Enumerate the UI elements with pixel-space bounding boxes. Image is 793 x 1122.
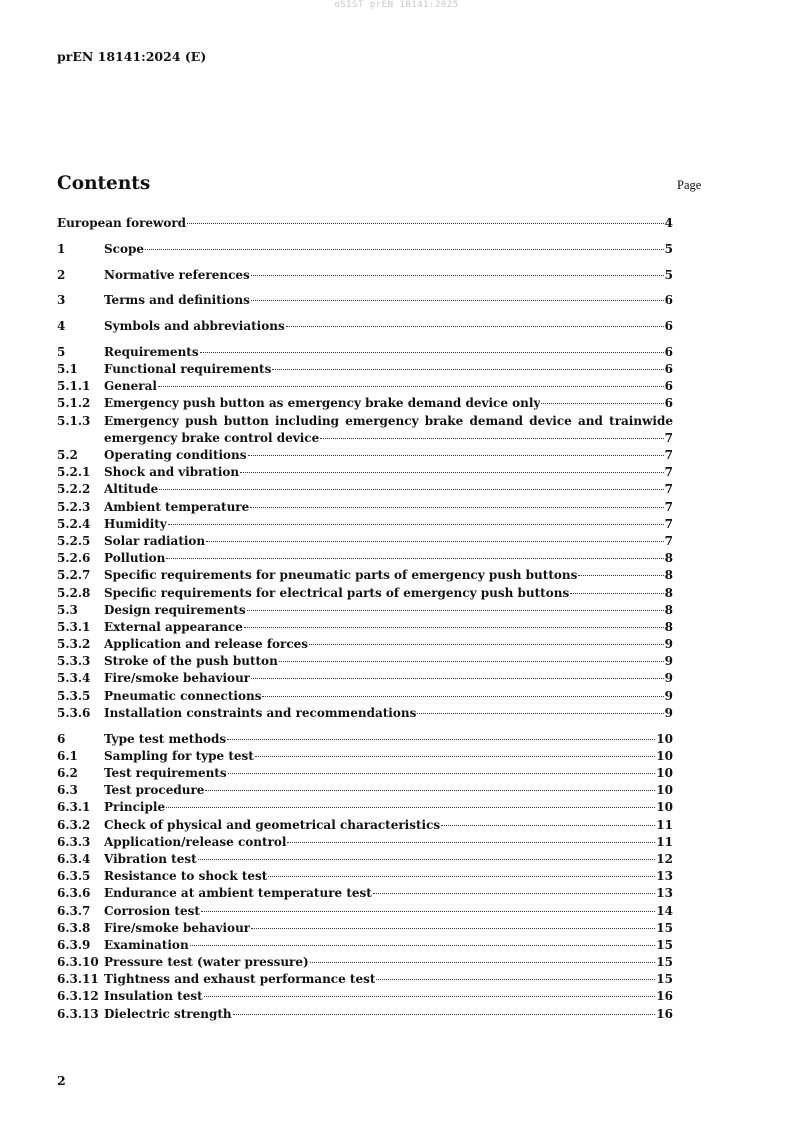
toc-entry-title: Principle [104, 800, 166, 815]
toc-entry[interactable] [57, 886, 673, 903]
toc-entry[interactable] [57, 396, 673, 413]
page-column-label: Page [677, 178, 702, 192]
toc-dot-leader [206, 541, 663, 542]
toc-entry[interactable] [57, 732, 673, 749]
toc-entry-title: Resistance to shock test [104, 869, 268, 884]
toc-entry-page: 11 [656, 817, 673, 832]
toc-entry-title: Type test methods [104, 731, 227, 746]
toc-entry[interactable] [57, 654, 673, 671]
toc-entry-number: 5.2 [57, 448, 78, 463]
toc-entry-page: 13 [656, 869, 673, 884]
toc-entry[interactable] [57, 448, 673, 465]
toc-dot-leader [250, 507, 663, 508]
toc-entry[interactable] [57, 319, 673, 336]
toc-entry-title: General [104, 379, 157, 394]
toc-entry-number: 6.3.11 [57, 972, 99, 987]
toc-dot-leader [286, 326, 664, 327]
toc-entry-number: 5.3.6 [57, 705, 91, 720]
toc-entry[interactable] [57, 603, 673, 620]
toc-entry[interactable] [57, 852, 673, 869]
toc-entry-number: 5.3.1 [57, 619, 91, 634]
toc-entry-page: 8 [664, 602, 673, 617]
toc-dot-leader [570, 593, 663, 594]
toc-entry-number: 5 [57, 344, 66, 359]
toc-entry-page: 9 [664, 705, 673, 720]
toc-entry-number: 6.1 [57, 748, 78, 763]
toc-entry-number: 6.3 [57, 783, 78, 798]
toc-dot-leader [201, 911, 655, 912]
toc-entry[interactable] [57, 482, 673, 499]
toc-entry-number: 6.3.10 [57, 955, 99, 970]
toc-entry-page: 11 [656, 834, 673, 849]
toc-entry-page: 9 [664, 637, 673, 652]
toc-entry-page: 8 [664, 619, 673, 634]
toc-dot-leader [187, 223, 664, 224]
toc-entry-page: 10 [656, 748, 673, 763]
toc-entry[interactable] [57, 551, 673, 568]
toc-dot-leader [248, 455, 664, 456]
toc-dot-leader [255, 756, 655, 757]
toc-dot-leader [272, 369, 663, 370]
toc-entry-page: 6 [664, 344, 673, 359]
toc-entry-title: Dielectric strength [104, 1006, 232, 1021]
toc-dot-leader [310, 962, 656, 963]
toc-entry[interactable] [57, 517, 673, 534]
toc-entry-page: 16 [656, 989, 673, 1004]
toc-entry-title: Test procedure [104, 783, 205, 798]
toc-entry[interactable] [57, 268, 673, 285]
toc-entry[interactable] [57, 568, 673, 585]
toc-entry-title: Operating conditions [104, 448, 247, 463]
toc-entry-number: 5.2.6 [57, 551, 91, 566]
toc-entry[interactable] [57, 465, 673, 482]
toc-entry-number: 1 [57, 241, 66, 256]
toc-entry-number: 6.3.5 [57, 869, 91, 884]
toc-entry-number: 6.3.2 [57, 817, 91, 832]
toc-dot-leader [373, 893, 655, 894]
toc-entry[interactable] [57, 362, 673, 379]
toc-entry-page: 9 [664, 654, 673, 669]
toc-dot-leader [205, 790, 655, 791]
toc-entry-page: 9 [664, 671, 673, 686]
toc-entry[interactable] [57, 972, 673, 989]
toc-entry-title-continued: emergency brake control device [104, 430, 320, 445]
toc-dot-leader [251, 678, 664, 679]
toc-dot-leader [541, 403, 663, 404]
toc-entry-page: 6 [664, 379, 673, 394]
toc-entry-title: Emergency push button as emergency brake demand device only [104, 396, 541, 411]
toc-entry[interactable] [57, 689, 673, 706]
toc-entry[interactable] [57, 345, 673, 362]
toc-entry[interactable] [57, 379, 673, 396]
toc-entry-title: Insulation test [104, 989, 203, 1004]
toc-entry-page: 7 [664, 465, 673, 480]
toc-entry[interactable] [57, 1007, 673, 1024]
toc-entry-number: 6 [57, 731, 66, 746]
toc-dot-leader [578, 575, 663, 576]
toc-dot-leader [145, 249, 664, 250]
toc-entry-title: Examination [104, 937, 189, 952]
toc-entry-title: Solar radiation [104, 533, 206, 548]
toc-entry-number: 2 [57, 267, 66, 282]
toc-entry-number: 5.2.1 [57, 465, 91, 480]
toc-entry-page: 14 [656, 903, 673, 918]
toc-dot-leader [227, 739, 655, 740]
toc-entry-title: Pressure test (water pressure) [104, 955, 309, 970]
toc-entry-page: 7 [664, 533, 673, 548]
toc-entry-number: 5.1 [57, 362, 78, 377]
toc-entry-title: Pollution [104, 551, 166, 566]
toc-dot-leader [204, 996, 656, 997]
toc-dot-leader [166, 807, 655, 808]
toc-entry-title: Vibration test [104, 851, 197, 866]
toc-entry-title: Ambient temperature [104, 499, 250, 514]
toc-entry[interactable] [57, 955, 673, 972]
toc-entry-number: 5.2.8 [57, 585, 91, 600]
toc-entry-title: Design requirements [104, 602, 246, 617]
toc-entry-page: 10 [656, 766, 673, 780]
toc-entry-number: 5.3.5 [57, 688, 91, 703]
toc-entry-number: 5.1.1 [57, 379, 91, 394]
toc-entry-page: 7 [664, 430, 673, 445]
toc-entry[interactable] [57, 414, 673, 448]
toc-entry-page: 5 [664, 267, 673, 282]
document-id: prEN 18141:2024 (E) [57, 49, 207, 64]
toc-entry-title: Emergency push button including emergency brake demand device and trainwide [104, 413, 673, 428]
toc-dot-leader [262, 696, 663, 697]
toc-entry-title: Specific requirements for pneumatic parts of emergency push buttons [104, 568, 578, 583]
toc-entry-number: 6.3.1 [57, 800, 91, 815]
toc-entry-number: 6.3.6 [57, 886, 91, 901]
toc-entry-page: 10 [656, 731, 673, 746]
toc-entry-number: 5.2.5 [57, 533, 91, 548]
toc-entry-number: 5.2.3 [57, 499, 91, 514]
toc-dot-leader [251, 928, 655, 929]
toc-entry-title: Corrosion test [104, 903, 200, 918]
toc-entry[interactable] [57, 921, 673, 938]
toc-entry-page: 6 [664, 319, 673, 334]
toc-dot-leader [247, 610, 664, 611]
toc-entry-page: 8 [664, 585, 673, 600]
toc-dot-leader [251, 275, 664, 276]
toc-entry-number: 6.3.12 [57, 989, 99, 1004]
toc-entry[interactable] [57, 749, 673, 766]
toc-dot-leader [320, 438, 663, 439]
toc-entry-number: 5.2.4 [57, 516, 91, 531]
toc-entry-number: 5.1.2 [57, 396, 91, 411]
toc-entry-page: 8 [664, 551, 673, 566]
toc-entry-number: 5.2.7 [57, 568, 91, 583]
toc-entry-title: Check of physical and geometrical characteristics [104, 817, 441, 832]
toc-dot-leader [441, 825, 655, 826]
contents-heading: Contents [57, 173, 151, 194]
toc-entry-number: 3 [57, 293, 66, 308]
toc-entry-page: 6 [664, 293, 673, 308]
toc-dot-leader [198, 859, 656, 860]
toc-entry-title: Humidity [104, 516, 167, 531]
toc-entry-number: 4 [57, 319, 66, 334]
toc-entry[interactable] [57, 800, 673, 817]
toc-entry-page: 15 [656, 972, 673, 987]
toc-entry-number: 6.3.3 [57, 834, 91, 849]
toc-entry[interactable] [57, 989, 673, 1006]
toc-entry-number: 6.3.9 [57, 937, 91, 952]
toc-entry[interactable] [57, 818, 673, 835]
toc-dot-leader [417, 713, 663, 714]
toc-dot-leader [287, 842, 655, 843]
toc-entry-number: 5.1.3 [57, 413, 91, 428]
toc-entry-page: 7 [664, 499, 673, 514]
toc-entry[interactable] [57, 216, 673, 233]
toc-entry[interactable] [57, 938, 673, 955]
toc-entry-page: 15 [656, 955, 673, 970]
toc-entry-page: 15 [656, 920, 673, 935]
toc-entry-title: Scope [104, 241, 145, 256]
toc-entry-page: 16 [656, 1006, 673, 1021]
toc-dot-leader [309, 644, 664, 645]
toc-entry[interactable] [57, 242, 673, 259]
watermark: oSIST prEN 18141:2025 [334, 0, 459, 10]
toc-entry-page: 10 [656, 800, 673, 815]
toc-dot-leader [159, 489, 663, 490]
toc-entry-page: 13 [656, 886, 673, 901]
toc-entry-page: 7 [664, 516, 673, 531]
toc-entry[interactable] [57, 706, 673, 723]
toc-entry-page: 9 [664, 688, 673, 703]
toc-entry-number: 5.3.3 [57, 654, 91, 669]
toc-entry-title: Application and release forces [104, 637, 309, 652]
toc-entry-page: 10 [656, 783, 673, 798]
toc-entry-number: 5.2.2 [57, 482, 91, 497]
page-number: 2 [57, 1073, 66, 1088]
toc-entry-title: Test requirements [104, 766, 227, 780]
toc-entry-title: Specific requirements for electrical parts of emergency push buttons [104, 585, 570, 600]
toc-entry-number: 6.3.7 [57, 903, 91, 918]
toc-entry-page: 8 [664, 568, 673, 583]
toc-entry[interactable] [57, 586, 673, 603]
toc-entry-page: 7 [664, 482, 673, 497]
toc-dot-leader [244, 627, 664, 628]
toc-entry-title: Endurance at ambient temperature test [104, 886, 372, 901]
toc-entry-title: Pneumatic connections [104, 688, 262, 703]
toc-entry-page: 5 [664, 241, 673, 256]
toc-entry[interactable] [57, 904, 673, 921]
toc-entry[interactable] [57, 620, 673, 637]
toc-entry-number: 6.3.8 [57, 920, 91, 935]
toc-entry-title: Sampling for type test [104, 748, 254, 763]
toc-dot-leader [228, 773, 656, 774]
toc-entry-title: Application/release control [104, 834, 287, 849]
toc-entry[interactable] [57, 671, 673, 688]
toc-dot-leader [190, 945, 656, 946]
toc-dot-leader [279, 661, 664, 662]
toc-entry-page: 4 [664, 216, 673, 230]
toc-entry-title: Terms and definitions [104, 293, 250, 308]
toc-entry[interactable] [57, 783, 673, 800]
toc-entry[interactable] [57, 534, 673, 551]
toc-dot-leader [240, 472, 664, 473]
toc-dot-leader [168, 524, 664, 525]
toc-dot-leader [233, 1014, 656, 1015]
toc-entry-title: Normative references [104, 267, 250, 282]
toc-entry-number: 6.2 [57, 766, 78, 780]
table-of-contents [57, 216, 673, 1024]
toc-entry[interactable] [57, 835, 673, 852]
toc-entry-number: 5.3.2 [57, 637, 91, 652]
toc-dot-leader [268, 876, 655, 877]
toc-entry-title: Functional requirements [104, 362, 272, 377]
toc-entry-number: 6.3.4 [57, 851, 91, 866]
toc-entry[interactable] [57, 293, 673, 310]
toc-entry-page: 6 [664, 396, 673, 411]
toc-entry-number: 5.3 [57, 602, 78, 617]
toc-entry-title: Fire/smoke behaviour [104, 671, 251, 686]
toc-entry-title: Installation constraints and recommendations [104, 705, 417, 720]
toc-entry[interactable] [57, 500, 673, 517]
toc-dot-leader [376, 979, 655, 980]
toc-entry-title: Stroke of the push button [104, 654, 278, 669]
toc-entry-number: 6.3.13 [57, 1006, 99, 1021]
toc-entry[interactable] [57, 637, 673, 654]
toc-entry-title: Symbols and abbreviations [104, 319, 285, 334]
toc-entry-page: 12 [656, 851, 673, 866]
toc-dot-leader [166, 558, 663, 559]
toc-entry-number: 5.3.4 [57, 671, 91, 686]
toc-entry-page: 7 [664, 448, 673, 463]
toc-entry-title: Altitude [104, 482, 159, 497]
toc-entry-title: Tightness and exhaust performance test [104, 972, 376, 987]
toc-dot-leader [251, 300, 664, 301]
toc-entry-page: 15 [656, 937, 673, 952]
toc-entry-title: European foreword [57, 216, 187, 230]
toc-entry-title: Fire/smoke behaviour [104, 920, 251, 935]
toc-entry-page: 6 [664, 362, 673, 377]
toc-dot-leader [158, 386, 664, 387]
toc-dot-leader [200, 352, 664, 353]
toc-entry-title: Requirements [104, 344, 199, 359]
toc-entry-title: Shock and vibration [104, 465, 240, 480]
toc-entry[interactable] [57, 869, 673, 886]
toc-entry[interactable] [57, 766, 673, 783]
toc-entry-title: External appearance [104, 619, 243, 634]
